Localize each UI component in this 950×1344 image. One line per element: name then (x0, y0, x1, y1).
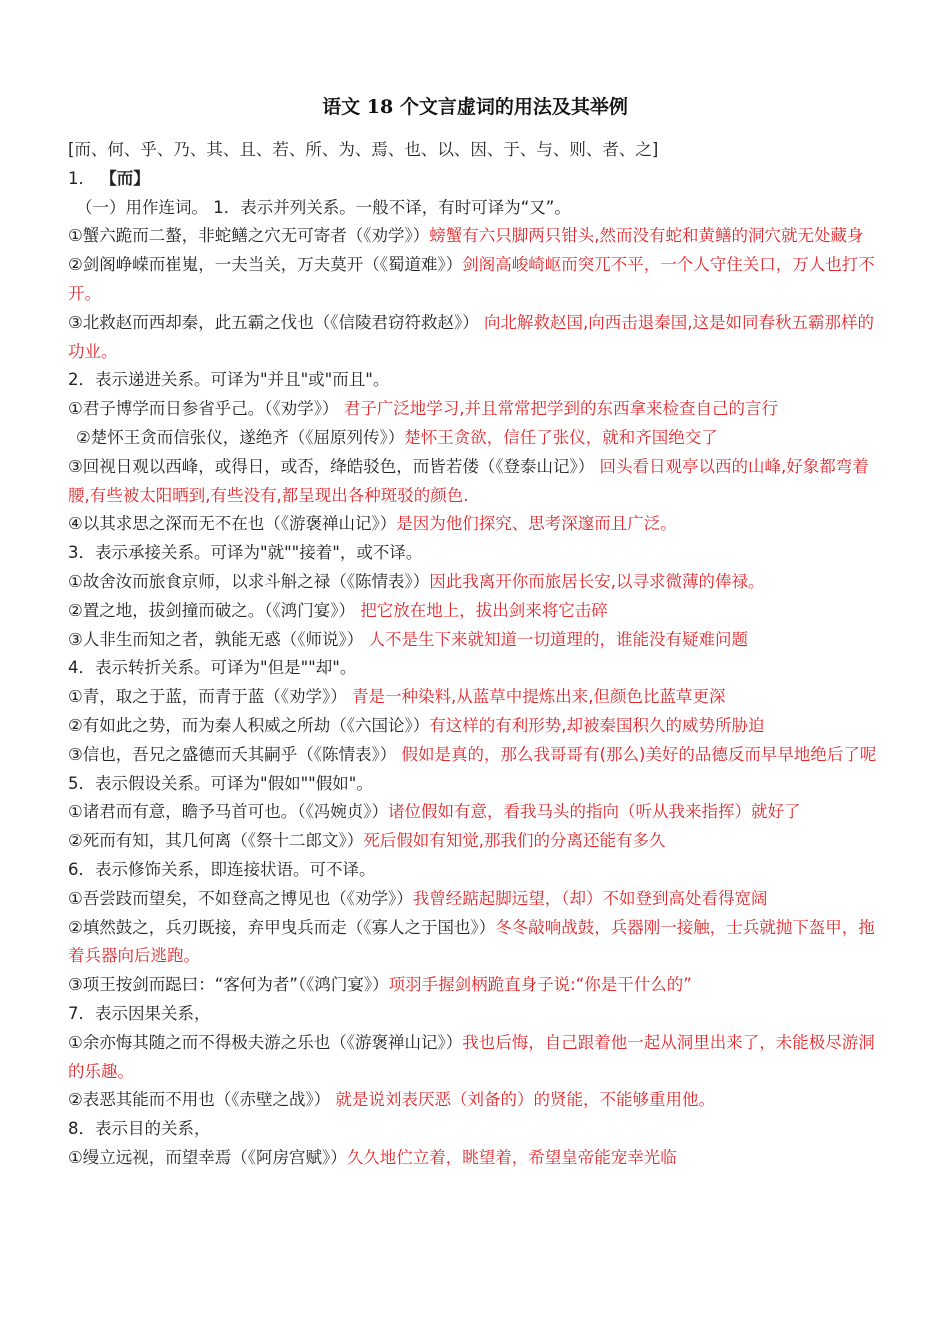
example-source: ③人非生而知之者，孰能无惑（《师说》） (68, 629, 364, 649)
example-line (68, 914, 882, 972)
section-heading: 3．表示承接关系。可译为"就""接着"，或不译。 (68, 543, 423, 563)
example-line (68, 712, 882, 741)
example-line (68, 885, 882, 914)
entry-heading (68, 165, 882, 194)
example-translation: 我也后悔，自己跟着他一起从洞里出来了，未能极尽游洞的乐趣。 (68, 1032, 875, 1081)
example-line (68, 309, 882, 367)
example-translation: 我曾经踮起脚远望，（却）不如登到高处看得宽阔 (412, 888, 768, 908)
example-translation: 因此我离开你而旅居长安,以寻求微薄的俸禄。 (429, 571, 765, 591)
example-line (68, 597, 882, 626)
example-translation: 楚怀王贪欲，信任了张仪，就和齐国绝交了 (404, 427, 718, 447)
example-source: ①青，取之于蓝，而青于蓝（《劝学》） (68, 687, 347, 707)
example-translation: 有这样的有利形势,却被秦国积久的威势所胁迫 (429, 715, 765, 735)
part-heading: （一）用作连词。 1．表示并列关系。一般不译，有时可译为“又”。 (76, 197, 571, 217)
example-translation: 死后假如有知觉,那我们的分离还能有多久 (363, 831, 666, 851)
example-translation: 君子广泛地学习,并且常常把学到的东西拿来检查自己的言行 (343, 399, 779, 419)
example-source: ②剑阁峥嵘而崔嵬，一夫当关，万夫莫开（《蜀道难》） (68, 255, 463, 275)
example-source: ②死而有知，其几何离（《祭十二郎文》） (68, 831, 364, 851)
example-translation: 项羽手握剑柄跪直身子说:“你是干什么的” (388, 975, 692, 995)
example-line (68, 798, 882, 827)
example-source: ③回视日观以西峰，或得日，或否，绛皓驳色，而皆若偻（《登泰山记》） (68, 456, 595, 476)
example-line (68, 1029, 882, 1087)
example-line (68, 424, 882, 453)
example-translation: 把它放在地上，拔出剑来将它击碎 (360, 600, 608, 620)
example-source: ①诸君而有意，瞻予马首可也。（《冯婉贞》） (68, 802, 389, 822)
example-translation: 回头看日观亭以西的山峰,好象都弯着腰,有些被太阳晒到,有些没有,都呈现出各种斑驳的颜色. (68, 456, 869, 505)
entry-number: 1． (68, 168, 95, 188)
section-heading: 4．表示转折关系。可译为"但是""却"。 (68, 658, 357, 678)
page-title: 语文 18 个文言虚词的用法及其举例 (322, 96, 628, 118)
example-source: ①缦立远视，而望幸焉（《阿房宫赋》） (68, 1147, 347, 1167)
example-source: ①余亦悔其随之而不得极夫游之乐也（《游褒禅山记》） (68, 1032, 463, 1052)
example-line (68, 1144, 882, 1173)
example-line (68, 741, 882, 770)
example-line (68, 568, 882, 597)
example-translation: 是因为他们探究、思考深邃而且广泛。 (396, 514, 677, 534)
example-line (68, 222, 882, 251)
example-translation: 诸位假如有意，看我马头的指向（听从我来指挥）就好了 (388, 802, 801, 822)
word-list: [而、何、乎、乃、其、且、若、所、为、焉、也、以、因、于、与、则、者、之] (68, 140, 659, 159)
entry-word: 【而】 (100, 168, 150, 188)
example-line (68, 1086, 882, 1115)
example-source: ②置之地，拔剑撞而破之。（《鸿门宴》） (68, 600, 356, 620)
example-line (68, 510, 882, 539)
example-line (68, 453, 882, 511)
example-line (68, 971, 882, 1000)
example-line (68, 683, 882, 712)
example-translation: 剑阁高峻崎岖而突兀不平，一个人守住关口，万人也打不开。 (68, 255, 875, 303)
section-heading: 5．表示假设关系。可译为"假如""假如"。 (68, 773, 373, 793)
example-source: ③项王按剑而跽曰：“客何为者”（《鸿门宴》） (68, 975, 389, 995)
example-source: ①故舍汝而旅食京师，以求斗斛之禄（《陈情表》） (68, 571, 430, 591)
example-translation: 青是一种染料,从蓝草中提炼出来,但颜色比蓝草更深 (352, 687, 726, 707)
section-heading: 7．表示因果关系， (68, 1003, 211, 1023)
example-source: ②表恶其能而不用也（《赤壁之战》） (68, 1090, 331, 1110)
example-translation: 假如是真的，那么我哥哥有(那么)美好的品德反而早早地绝后了呢 (401, 744, 877, 764)
section-heading: 2．表示递进关系。可译为"并且"或"而且"。 (68, 370, 390, 390)
example-source: ②填然鼓之，兵刃既接，弃甲曳兵而走（《寡人之于国也》） (68, 917, 496, 937)
example-source: ①吾尝跂而望矣，不如登高之博见也（《劝学》） (68, 888, 413, 908)
example-translation: 久久地伫立着，眺望着，希望皇帝能宠幸光临 (346, 1147, 677, 1167)
example-translation: 人不是生下来就知道一切道理的，谁能没有疑难问题 (368, 629, 749, 649)
example-translation: 向北解救赵国,向西击退秦国,这是如同春秋五霸那样的功业。 (68, 312, 875, 361)
example-source: ③信也，吾兄之盛德而夭其嗣乎（《陈情表》） (68, 744, 397, 764)
example-line (68, 626, 882, 655)
example-source: ②有如此之势，而为秦人积威之所劫（《六国论》） (68, 715, 430, 735)
example-line (68, 251, 882, 309)
example-source: ②楚怀王贪而信张仪，遂绝齐（《屈原列传》） (76, 427, 405, 447)
example-translation: 螃蟹有六只脚两只钳头,然而没有蛇和黄鳝的洞穴就无处藏身 (429, 226, 864, 246)
example-source: ④以其求思之深而无不在也（《游褒禅山记》） (68, 514, 397, 534)
document-body (68, 136, 882, 1173)
example-source: ①蟹六跪而二螯，非蛇鳝之穴无可寄者（《劝学》） (68, 226, 430, 246)
section-heading: 6．表示修饰关系，即连接状语。可不译。 (68, 859, 376, 879)
section-heading: 8．表示目的关系， (68, 1119, 211, 1139)
example-line (68, 395, 882, 424)
example-source: ③北救赵而西却秦，此五霸之伐也（《信陵君窃符救赵》） (68, 312, 479, 332)
example-source: ①君子博学而日参省乎己。（《劝学》） (68, 399, 339, 419)
example-translation: 就是说刘表厌恶（刘备的）的贤能，不能够重用他。 (335, 1090, 716, 1110)
example-translation: 冬冬敲响战鼓，兵器刚一接触，士兵就抛下盔甲，拖着兵器向后逃跑。 (68, 917, 875, 966)
example-line (68, 827, 882, 856)
